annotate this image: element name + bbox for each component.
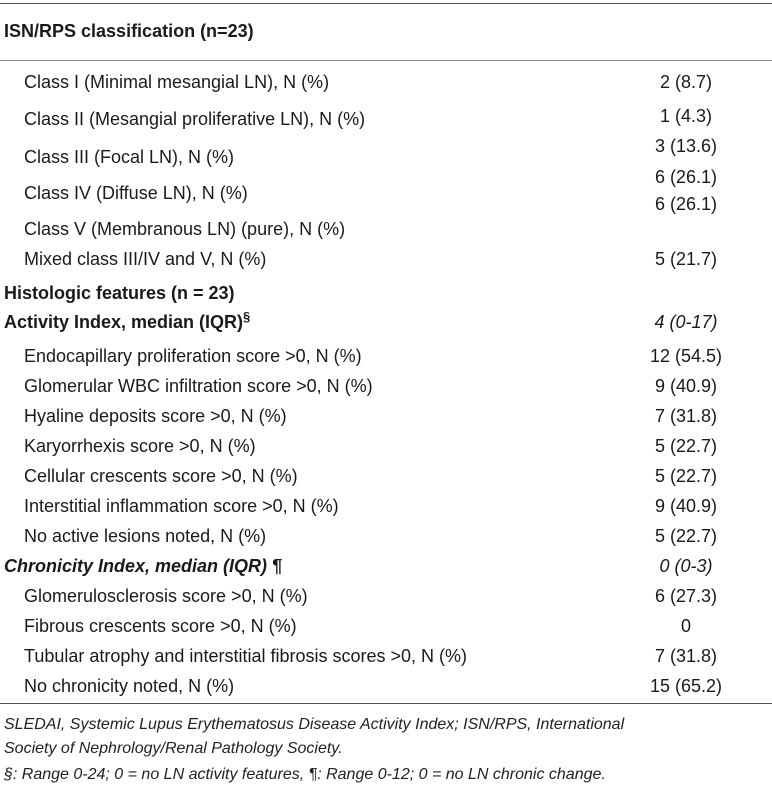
row-label: Fibrous crescents score >0, N (%) xyxy=(24,616,297,636)
row-label: Mixed class III/IV and V, N (%) xyxy=(24,249,267,269)
activity-index-value: 4 (0-17) xyxy=(654,312,718,332)
row-label: Glomerular WBC infiltration score >0, N (%) xyxy=(24,376,373,396)
table-row xyxy=(0,20,772,50)
row-label: Class III (Focal LN), N (%) xyxy=(24,147,235,167)
row-value: 7 (31.8) xyxy=(654,406,718,426)
row-value: 5 (21.7) xyxy=(654,249,718,269)
table-row xyxy=(0,495,772,525)
activity-index-label xyxy=(4,311,250,333)
table-row xyxy=(0,555,772,585)
chronicity-index-label: Chronicity Index, median (IQR) ¶ xyxy=(4,556,283,576)
row-label: Class I (Minimal mesangial LN), N (%) xyxy=(24,72,330,92)
table-row xyxy=(0,375,772,405)
row-label: Class V (Membranous LN) (pure), N (%) xyxy=(24,219,346,239)
row-label: No chronicity noted, N (%) xyxy=(24,676,235,696)
table-row xyxy=(0,675,772,705)
table-row xyxy=(0,465,772,495)
row-value: 12 (54.5) xyxy=(649,346,723,366)
row-value: 2 (8.7) xyxy=(659,72,713,92)
table-row xyxy=(0,435,772,465)
table-row xyxy=(0,585,772,615)
section-heading-histologic: Histologic features (n = 23) xyxy=(4,283,235,303)
row-label: Hyaline deposits score >0, N (%) xyxy=(24,406,287,426)
row-value: 1 (4.3) xyxy=(659,106,713,126)
section-mark: § xyxy=(243,309,251,324)
table-row xyxy=(0,525,772,555)
row-label: Glomerulosclerosis score >0, N (%) xyxy=(24,586,308,606)
activity-index-text: Activity Index, median (IQR) xyxy=(4,312,244,332)
table-row xyxy=(0,311,772,341)
table-row xyxy=(0,345,772,375)
row-label: Interstitial inflammation score >0, N (%) xyxy=(24,496,339,516)
table-row xyxy=(0,405,772,435)
chronicity-index-value: 0 (0-3) xyxy=(659,556,713,576)
table-header-rule xyxy=(0,60,772,61)
row-label: No active lesions noted, N (%) xyxy=(24,526,267,546)
row-value: 0 xyxy=(680,616,691,636)
row-label: Karyorrhexis score >0, N (%) xyxy=(24,436,256,456)
row-value: 6 (26.1) xyxy=(654,194,718,214)
table-bottom-rule xyxy=(0,703,772,704)
footnote-abbreviations-2: Society of Nephrology/Renal Pathology Society. xyxy=(4,740,343,757)
row-value: 3 (13.6) xyxy=(654,136,718,156)
table-row xyxy=(0,645,772,675)
row-label: Cellular crescents score >0, N (%) xyxy=(24,466,298,486)
table-top-rule xyxy=(0,3,772,4)
row-label: Endocapillary proliferation score >0, N (%) xyxy=(24,346,362,366)
table-row xyxy=(0,282,772,312)
table-row xyxy=(0,248,772,278)
row-value: 9 (40.9) xyxy=(654,496,718,516)
row-value: 5 (22.7) xyxy=(654,436,718,456)
footnote-abbreviations-1: SLEDAI, Systemic Lupus Erythematosus Disease Activity Index; ISN/RPS, International xyxy=(4,716,625,733)
row-label: Class II (Mesangial proliferative LN), N (%) xyxy=(24,109,366,129)
row-label: Class IV (Diffuse LN), N (%) xyxy=(24,183,248,203)
row-label: Tubular atrophy and interstitial fibrosis scores >0, N (%) xyxy=(24,646,468,666)
row-value: 5 (22.7) xyxy=(654,526,718,546)
row-value: 5 (22.7) xyxy=(654,466,718,486)
section-heading-isn: ISN/RPS classification (n=23) xyxy=(4,21,254,41)
row-value: 7 (31.8) xyxy=(654,646,718,666)
row-value: 15 (65.2) xyxy=(649,676,723,696)
row-value: 6 (27.3) xyxy=(654,586,718,606)
footnote-ranges: §: Range 0-24; 0 = no LN activity features, ¶: Range 0-12; 0 = no LN chronic change. xyxy=(4,766,606,783)
row-value: 6 (26.1) xyxy=(654,167,718,187)
table-row xyxy=(0,615,772,645)
table-row xyxy=(0,71,772,101)
table-row xyxy=(0,218,772,248)
row-value: 9 (40.9) xyxy=(654,376,718,396)
table-row xyxy=(0,108,772,138)
